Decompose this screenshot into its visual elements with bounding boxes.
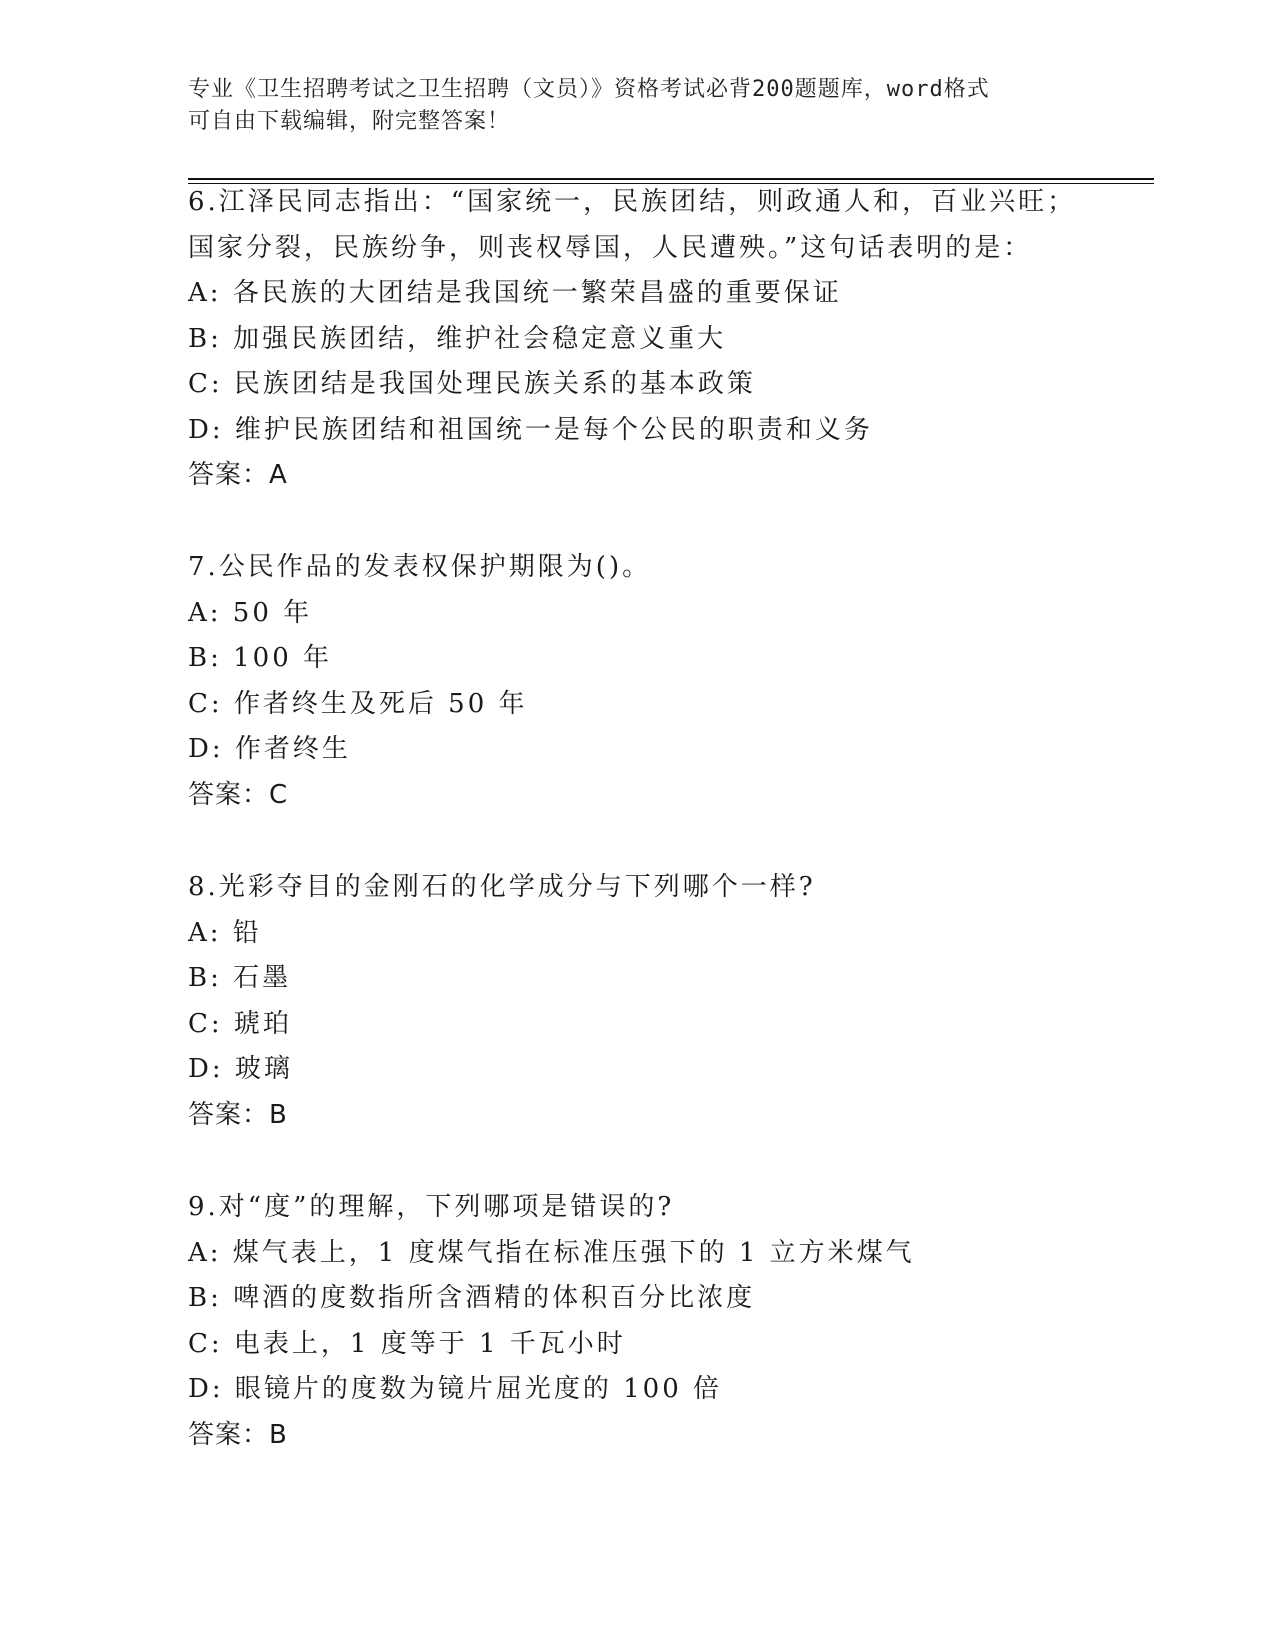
question-7 bbox=[188, 545, 1148, 818]
answer: 答案：C bbox=[188, 779, 289, 810]
option-a: A: 煤气表上，1 度煤气指在标准压强下的 1 立方米煤气 bbox=[188, 1237, 915, 1268]
answer: 答案：A bbox=[188, 460, 288, 490]
option-c: C: 琥珀 bbox=[188, 1008, 292, 1039]
answer: 答案：B bbox=[188, 1099, 288, 1130]
document-header bbox=[188, 74, 1088, 138]
question-stem: 8.光彩夺目的金刚石的化学成分与下列哪个一样? bbox=[188, 872, 816, 902]
option-d: D: 作者终生 bbox=[188, 734, 351, 764]
option-b: B: 啤酒的度数指所含酒精的体积百分比浓度 bbox=[188, 1283, 756, 1313]
question-stem: 9.对“度”的理解，下列哪项是错误的? bbox=[188, 1192, 675, 1222]
option-d: D: 眼镜片的度数为镜片屈光度的 100 倍 bbox=[188, 1374, 723, 1404]
question-stem: 国家分裂，民族纷争，则丧权辱国，人民遭殃。”这句话表明的是： bbox=[188, 232, 1033, 263]
option-c: C: 民族团结是我国处理民族关系的基本政策 bbox=[188, 369, 756, 399]
question-stem: 6.江泽民同志指出：“国家统一，民族团结，则政通人和，百业兴旺； bbox=[188, 187, 1077, 217]
option-c: C: 作者终生及死后 50 年 bbox=[188, 688, 528, 719]
option-b: B: 石墨 bbox=[188, 963, 292, 993]
header-line-2: 可自由下载编辑，附完整答案！ bbox=[188, 109, 511, 134]
question-6 bbox=[188, 180, 1148, 499]
option-b: B: 100 年 bbox=[188, 643, 333, 673]
option-a: A: 各民族的大团结是我国统一繁荣昌盛的重要保证 bbox=[188, 278, 842, 308]
question-stem: 7.公民作品的发表权保护期限为()。 bbox=[188, 552, 652, 582]
option-a: A: 铅 bbox=[188, 917, 262, 948]
option-d: D: 维护民族团结和祖国统一是每个公民的职责和义务 bbox=[188, 414, 873, 445]
option-d: D: 玻璃 bbox=[188, 1054, 293, 1084]
option-a: A: 50 年 bbox=[188, 597, 313, 628]
question-9 bbox=[188, 1185, 1148, 1458]
question-8 bbox=[188, 865, 1148, 1138]
option-c: C: 电表上，1 度等于 1 千瓦小时 bbox=[188, 1328, 626, 1359]
option-b: B: 加强民族团结，维护社会稳定意义重大 bbox=[188, 323, 727, 354]
answer: 答案：B bbox=[188, 1419, 288, 1450]
header-line-1: 专业《卫生招聘考试之卫生招聘（文员）》资格考试必背200题题库，word格式 bbox=[188, 77, 990, 102]
